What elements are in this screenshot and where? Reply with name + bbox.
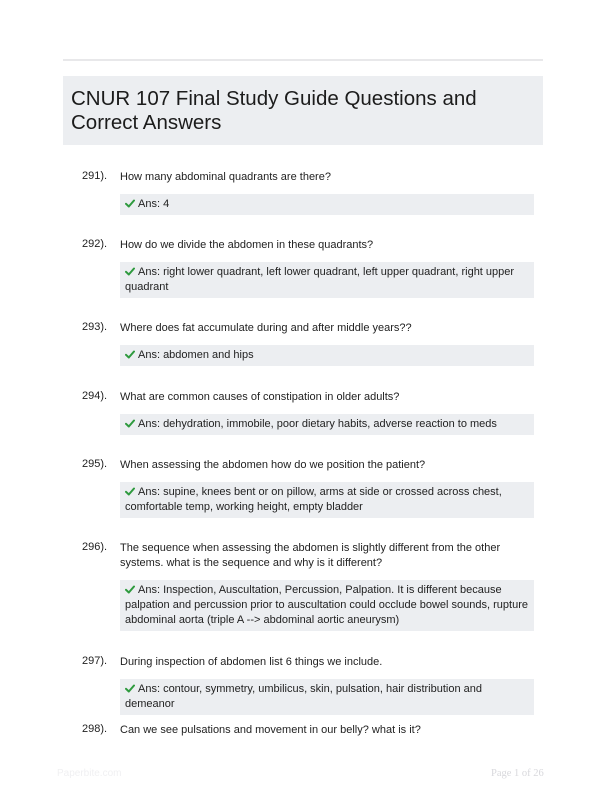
question-text: Where does fat accumulate during and after middle years??	[120, 322, 412, 334]
answer-box	[120, 262, 534, 298]
answer-text: Ans: abdomen and hips	[138, 349, 254, 361]
title-banner	[63, 76, 543, 145]
answer-text: Ans: right lower quadrant, left lower quadrant, left upper quadrant, right upper quadrant	[125, 266, 515, 293]
page-number: Page 1 of 26	[491, 768, 544, 779]
question-number: 296).	[82, 541, 108, 553]
question-text: The sequence when assessing the abdomen is slightly different from the other systems. what is the sequence and why is it different?	[120, 542, 501, 569]
page-title	[71, 87, 535, 135]
checkmark-icon	[125, 585, 135, 594]
checkmark-icon	[125, 487, 135, 496]
answer-box	[120, 580, 534, 631]
checkmark-icon	[125, 350, 135, 359]
page-title-line-1: CNUR 107 Final Study Guide Questions and	[71, 87, 477, 110]
checkmark-icon	[125, 199, 135, 208]
question-number: 298).	[82, 723, 108, 735]
answer-text: Ans: supine, knees bent or on pillow, arms at side or crossed across chest, comfortable temp, working height, empty bladder	[125, 486, 502, 513]
question-text: When assessing the abdomen how do we position the patient?	[120, 459, 426, 471]
answer-box	[120, 679, 534, 715]
question-number: 293).	[82, 321, 108, 333]
top-divider	[63, 59, 543, 61]
footer-site-watermark: Paperbite.com	[57, 768, 122, 779]
question-text: Can we see pulsations and movement in our belly? what is it?	[120, 724, 421, 736]
answer-text: Ans: dehydration, immobile, poor dietary habits, adverse reaction to meds	[138, 418, 497, 430]
question-text: How do we divide the abdomen in these quadrants?	[120, 239, 374, 251]
checkmark-icon	[125, 267, 135, 276]
answer-box	[120, 194, 534, 215]
question-text: How many abdominal quadrants are there?	[120, 171, 331, 183]
answer-text: Ans: contour, symmetry, umbilicus, skin, pulsation, hair distribution and demeanor	[125, 683, 483, 710]
answer-box	[120, 345, 534, 366]
answer-text: Ans: 4	[138, 198, 170, 210]
page-title-line-2: Correct Answers	[71, 111, 222, 134]
answer-box	[120, 414, 534, 435]
question-text: What are common causes of constipation in older adults?	[120, 391, 400, 403]
question-number: 295).	[82, 458, 108, 470]
question-number: 292).	[82, 238, 108, 250]
question-text: During inspection of abdomen list 6 things we include.	[120, 656, 383, 668]
question-number: 294).	[82, 390, 108, 402]
answer-text: Ans: Inspection, Auscultation, Percussion, Palpation. It is different because palpation and percussion prior to auscultation could occlude bowel sounds, rupture abdominal aorta (triple A --> abdominal aortic aneurysm)	[125, 584, 528, 626]
answer-box	[120, 482, 534, 518]
checkmark-icon	[125, 419, 135, 428]
question-number: 297).	[82, 655, 108, 667]
question-number: 291).	[82, 170, 108, 182]
checkmark-icon	[125, 684, 135, 693]
